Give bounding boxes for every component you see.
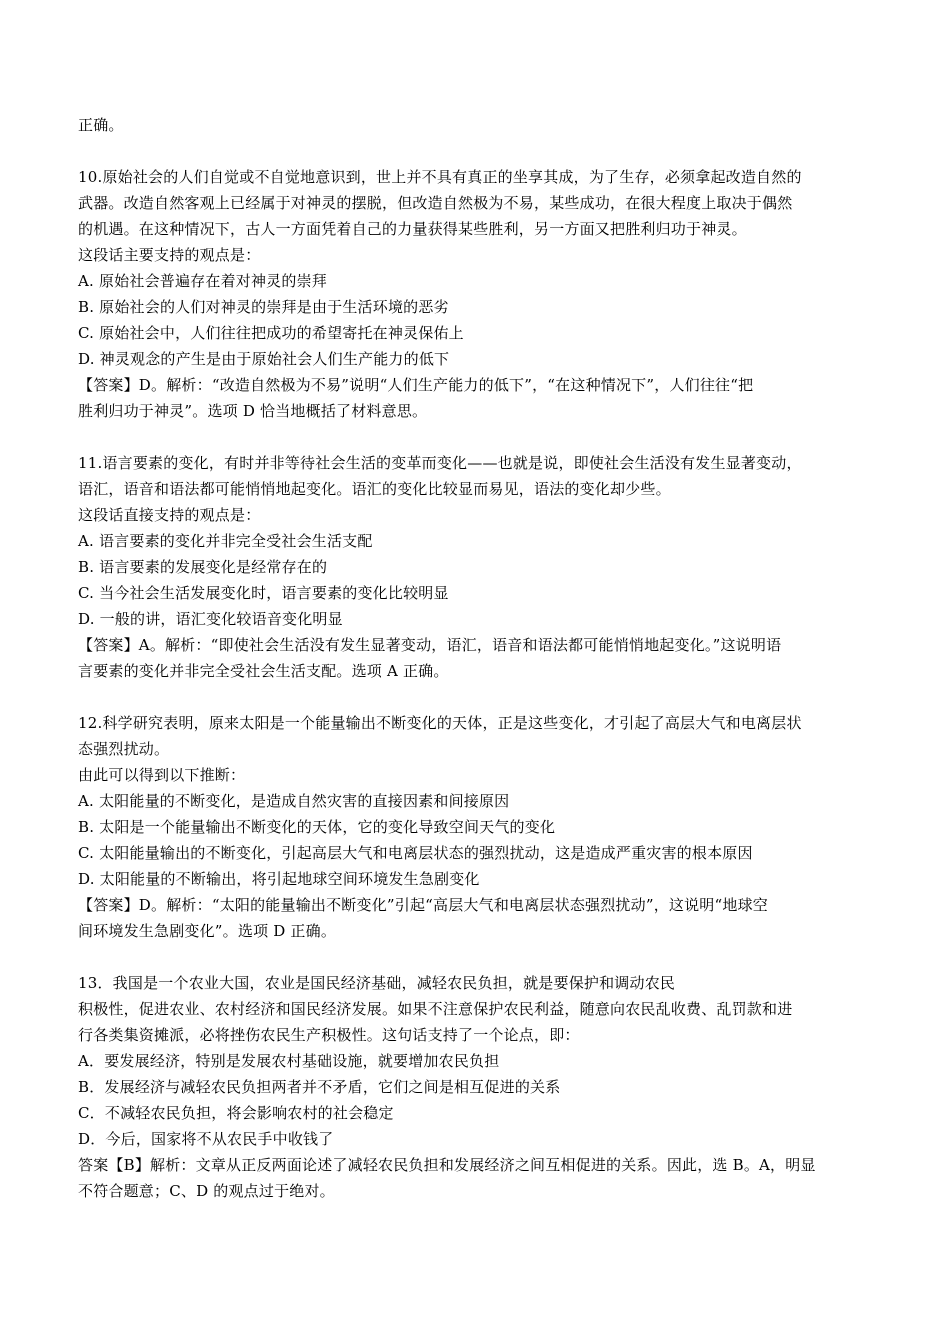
question-stem-line: 态强烈扰动。 — [78, 740, 170, 758]
question-12 — [78, 710, 878, 944]
question-prompt: 由此可以得到以下推断： — [78, 766, 246, 784]
answer-line: 【答案】A。解析：“即使社会生活没有发生显著变动，语汇，语音和语法都可能悄悄地起变化。”这说明语 — [78, 636, 782, 654]
option-b: B. 原始社会的人们对神灵的崇拜是由于生活环境的恶劣 — [78, 298, 449, 316]
spacer — [78, 138, 878, 164]
question-stem-line: 语汇，语音和语法都可能悄悄地起变化。语汇的变化比较显而易见，语法的变化却少些。 — [78, 480, 671, 498]
option-a: A. 太阳能量的不断变化，是造成自然灾害的直接因素和间接原因 — [78, 792, 510, 810]
question-11 — [78, 450, 878, 684]
question-stem-line: 11.语言要素的变化，有时并非等待社会生活的变革而变化——也就是说，即使社会生活没有发生显著变动， — [78, 454, 802, 472]
option-d: D. 神灵观念的产生是由于原始社会人们生产能力的低下 — [78, 350, 450, 368]
question-prompt: 这段话直接支持的观点是： — [78, 506, 261, 524]
spacer — [78, 944, 878, 970]
option-a: A. 原始社会普遍存在着对神灵的崇拜 — [78, 272, 327, 290]
spacer — [78, 684, 878, 710]
option-b: B. 太阳是一个能量输出不断变化的天体，它的变化导致空间天气的变化 — [78, 818, 556, 836]
answer-line: 不符合题意；C、D 的观点过于绝对。 — [78, 1182, 335, 1200]
option-a: A．要发展经济，特别是发展农村基础设施，就要增加农民负担 — [78, 1052, 500, 1070]
question-stem-line: 行各类集资摊派，必将挫伤农民生产积极性。这句话支持了一个论点，即： — [78, 1026, 580, 1044]
option-c: C．不减轻农民负担，将会影响农村的社会稳定 — [78, 1104, 394, 1122]
option-c: C. 原始社会中，人们往往把成功的希望寄托在神灵保佑上 — [78, 324, 464, 342]
question-prompt: 这段话主要支持的观点是： — [78, 246, 261, 264]
intro-text: 正确。 — [78, 116, 124, 134]
option-c: C. 太阳能量输出的不断变化，引起高层大气和电离层状态的强烈扰动，这是造成严重灾害的根本原因 — [78, 844, 753, 862]
answer-line: 答案【B】解析：文章从正反两面论述了减轻农民负担和发展经济之间互相促进的关系。因此，选 B。A，明显 — [78, 1156, 816, 1174]
option-d: D. 一般的讲，语汇变化较语音变化明显 — [78, 610, 343, 628]
answer-line: 【答案】D。解析：“太阳的能量输出不断变化”引起“高层大气和电离层状态强烈扰动”，这说明“地球空 — [78, 896, 768, 914]
question-13 — [78, 970, 878, 1204]
option-d: D. 太阳能量的不断输出，将引起地球空间环境发生急剧变化 — [78, 870, 480, 888]
document-page — [78, 112, 878, 1204]
option-b: B．发展经济与减轻农民负担两者并不矛盾，它们之间是相互促进的关系 — [78, 1078, 561, 1096]
answer-line: 【答案】D。解析：“改造自然极为不易”说明“人们生产能力的低下”，“在这种情况下”，人们往往“把 — [78, 376, 754, 394]
option-b: B. 语言要素的发展变化是经常存在的 — [78, 558, 328, 576]
option-c: C. 当今社会生活发展变化时，语言要素的变化比较明显 — [78, 584, 449, 602]
option-a: A. 语言要素的变化并非完全受社会生活支配 — [78, 532, 373, 550]
answer-line: 胜利归功于神灵”。选项 D 恰当地概括了材料意思。 — [78, 402, 428, 420]
answer-line: 间环境发生急剧变化”。选项 D 正确。 — [78, 922, 337, 940]
spacer — [78, 424, 878, 450]
question-stem-line: 13．我国是一个农业大国，农业是国民经济基础，减轻农民负担，就是要保护和调动农民 — [78, 974, 676, 992]
question-stem-line: 12.科学研究表明，原来太阳是一个能量输出不断变化的天体，正是这些变化，才引起了高层大气和电离层状 — [78, 714, 802, 732]
answer-line: 言要素的变化并非完全受社会生活支配。选项 A 正确。 — [78, 662, 449, 680]
option-d: D．今后，国家将不从农民手中收钱了 — [78, 1130, 334, 1148]
question-stem-line: 的机遇。在这种情况下，古人一方面凭着自己的力量获得某些胜利，另一方面又把胜利归功于神灵。 — [78, 220, 747, 238]
question-stem-line: 武器。改造自然客观上已经属于对神灵的摆脱，但改造自然极为不易，某些成功，在很大程度上取决于偶然 — [78, 194, 793, 212]
question-stem-line: 积极性，促进农业、农村经济和国民经济发展。如果不注意保护农民利益，随意向农民乱收费、乱罚款和进 — [78, 1000, 793, 1018]
question-stem-line: 10.原始社会的人们自觉或不自觉地意识到，世上并不具有真正的坐享其成，为了生存，必须拿起改造自然的 — [78, 168, 802, 186]
question-10 — [78, 164, 878, 424]
